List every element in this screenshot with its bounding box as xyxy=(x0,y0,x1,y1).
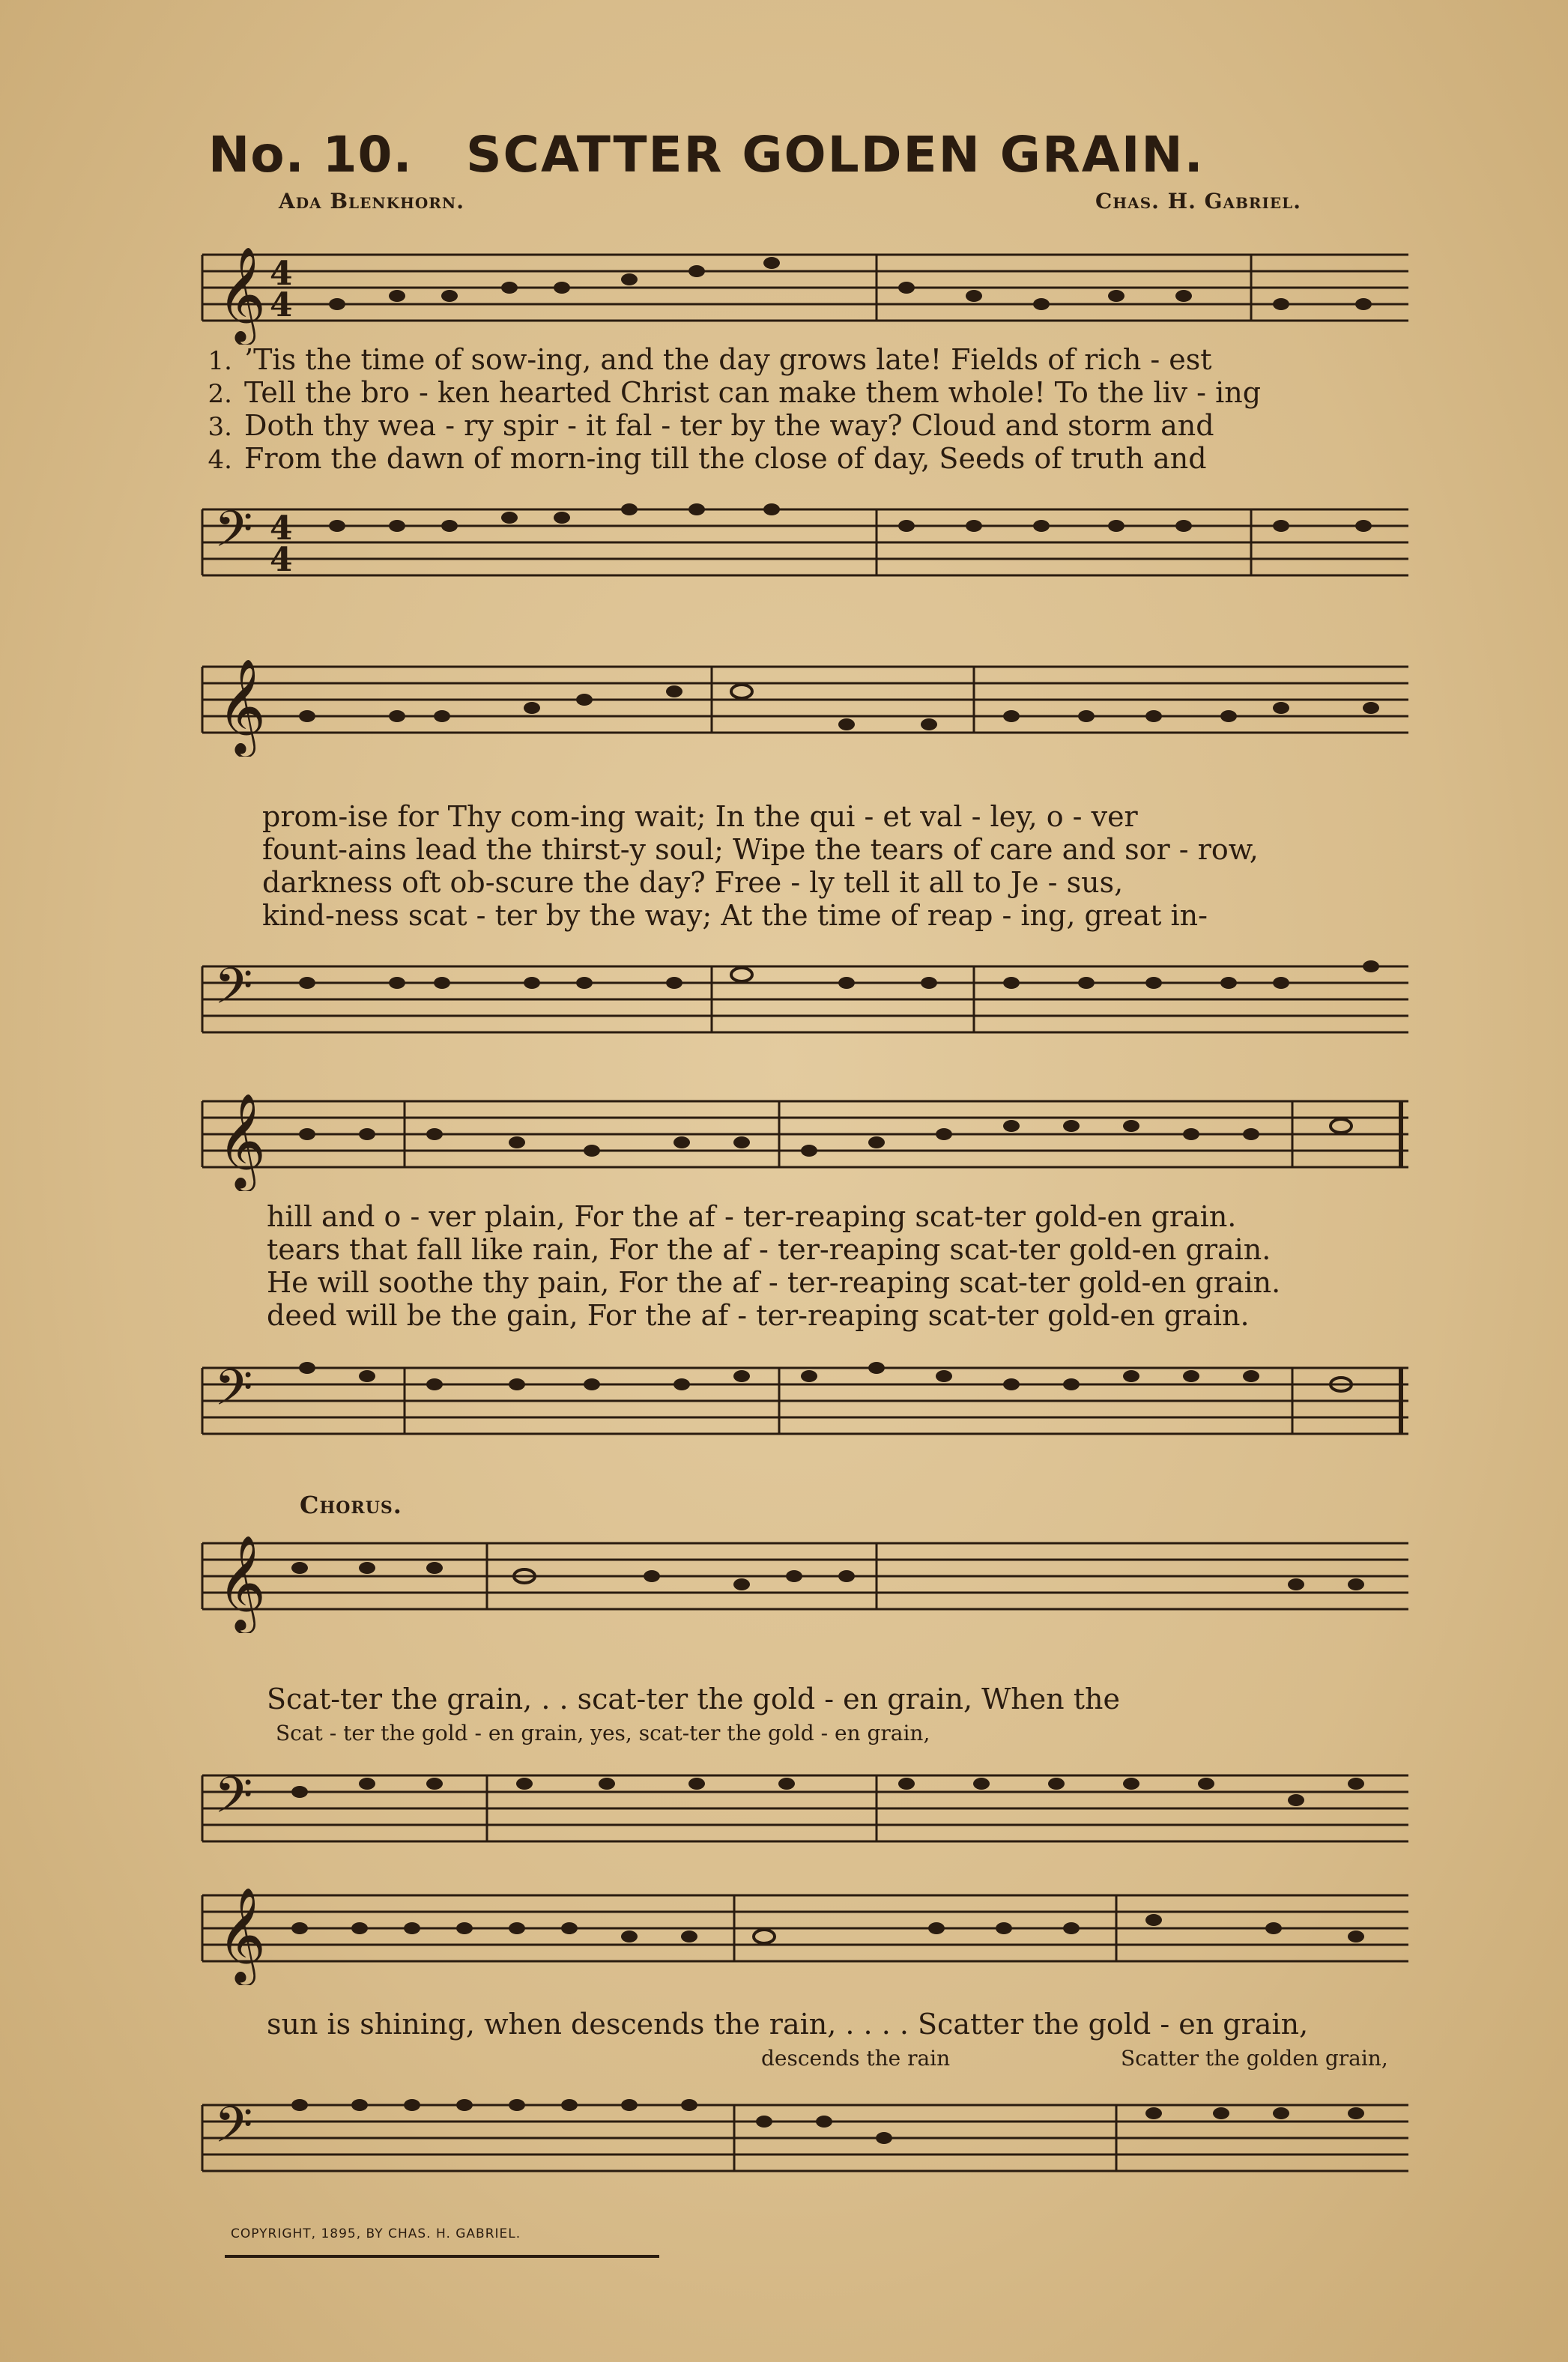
treble-staff xyxy=(187,1873,1408,1985)
svg-text:4: 4 xyxy=(270,509,293,548)
verse-text: Tell the bro - ken hearted Christ can make them whole! To the liv - ing xyxy=(244,376,1262,409)
svg-text:4: 4 xyxy=(270,541,293,579)
treble-staff xyxy=(187,1521,1408,1633)
bass-staff xyxy=(187,2083,1408,2195)
svg-text:𝄞: 𝄞 xyxy=(217,658,267,754)
svg-text:𝄢: 𝄢 xyxy=(214,2096,253,2166)
svg-text:𝄢: 𝄢 xyxy=(214,957,253,1027)
verse-number: 1. xyxy=(208,346,232,376)
svg-text:𝄞: 𝄞 xyxy=(217,1886,267,1982)
svg-text:𝄢: 𝄢 xyxy=(214,1359,253,1429)
svg-text:4: 4 xyxy=(270,255,293,293)
chorus-sub-line: descends the rain xyxy=(761,2046,951,2071)
lyricist-credit: Ada Blenkhorn. xyxy=(279,189,464,214)
treble-staff xyxy=(187,644,1408,757)
svg-text:𝄞: 𝄞 xyxy=(217,246,267,342)
verse-lyrics-block xyxy=(267,1200,1488,1332)
treble-staff xyxy=(187,1079,1408,1191)
verse-text: Doth thy wea - ry spir - it fal - ter by the way? Cloud and storm and xyxy=(244,409,1214,442)
verse-line: He will soothe thy pain, For the af - ter-reaping scat-ter gold-en grain. xyxy=(267,1266,1281,1299)
bass-staff xyxy=(187,487,1408,599)
verse-line: tears that fall like rain, For the af - ter-reaping scat-ter gold-en grain. xyxy=(267,1233,1271,1266)
footer-rule xyxy=(225,2255,659,2258)
svg-text:𝄞: 𝄞 xyxy=(217,1534,267,1630)
verse-number: 3. xyxy=(208,412,232,442)
verse-line xyxy=(187,343,1408,376)
hymn-number: No. 10. xyxy=(208,126,413,184)
treble-staff xyxy=(187,232,1408,345)
verse-line: kind-ness scat - ter by the way; At the time of reap - ing, great in- xyxy=(262,899,1208,932)
composer-credit: Chas. H. Gabriel. xyxy=(1095,189,1301,214)
hymn-title: SCATTER GOLDEN GRAIN. xyxy=(466,126,1205,184)
copyright-notice: COPYRIGHT, 1895, BY CHAS. H. GABRIEL. xyxy=(231,2226,521,2241)
chorus-line: sun is shining, when descends the rain, . . . . Scatter the gold - en grain, xyxy=(267,2008,1309,2041)
verse-number: 4. xyxy=(208,445,232,475)
verse-lyrics-block xyxy=(187,343,1408,475)
svg-text:4: 4 xyxy=(270,286,293,324)
verse-text: From the dawn of morn-ing till the close of day, Seeds of truth and xyxy=(244,442,1207,475)
verse-lyrics-block xyxy=(262,800,1483,932)
svg-text:𝄞: 𝄞 xyxy=(217,1092,267,1188)
bass-staff xyxy=(187,1753,1408,1865)
chorus-lyrics-block xyxy=(267,1683,1488,1745)
verse-line: prom-ise for Thy com-ing wait; In the qui - et val - ley, o - ver xyxy=(262,800,1138,833)
verse-text: ’Tis the time of sow-ing, and the day grows late! Fields of rich - est xyxy=(244,343,1212,376)
verse-line: deed will be the gain, For the af - ter-reaping scat-ter gold-en grain. xyxy=(267,1299,1250,1332)
verse-number: 2. xyxy=(208,379,232,409)
chorus-label: Chorus. xyxy=(300,1491,402,1519)
bass-staff xyxy=(187,1345,1408,1458)
verse-line: darkness oft ob-scure the day? Free - ly tell it all to Je - sus, xyxy=(262,866,1124,899)
verse-line xyxy=(187,376,1408,409)
chorus-sub-line: Scat - ter the gold - en grain, yes, scat-ter the gold - en grain, xyxy=(276,1721,930,1745)
svg-text:𝄢: 𝄢 xyxy=(214,500,253,570)
verse-line xyxy=(187,442,1408,475)
verse-line: hill and o - ver plain, For the af - ter-reaping scat-ter gold-en grain. xyxy=(267,1200,1237,1233)
chorus-lyrics-block xyxy=(267,2008,1488,2071)
chorus-line: Scat-ter the grain, . . scat-ter the gold - en grain, When the xyxy=(267,1683,1120,1716)
chorus-sub-line: Scatter the golden grain, xyxy=(1121,2046,1388,2071)
bass-staff xyxy=(187,944,1408,1056)
verse-line: fount-ains lead the thirst-y soul; Wipe the tears of care and sor - row, xyxy=(262,833,1259,866)
verse-line xyxy=(187,409,1408,442)
svg-text:𝄢: 𝄢 xyxy=(214,1766,253,1836)
